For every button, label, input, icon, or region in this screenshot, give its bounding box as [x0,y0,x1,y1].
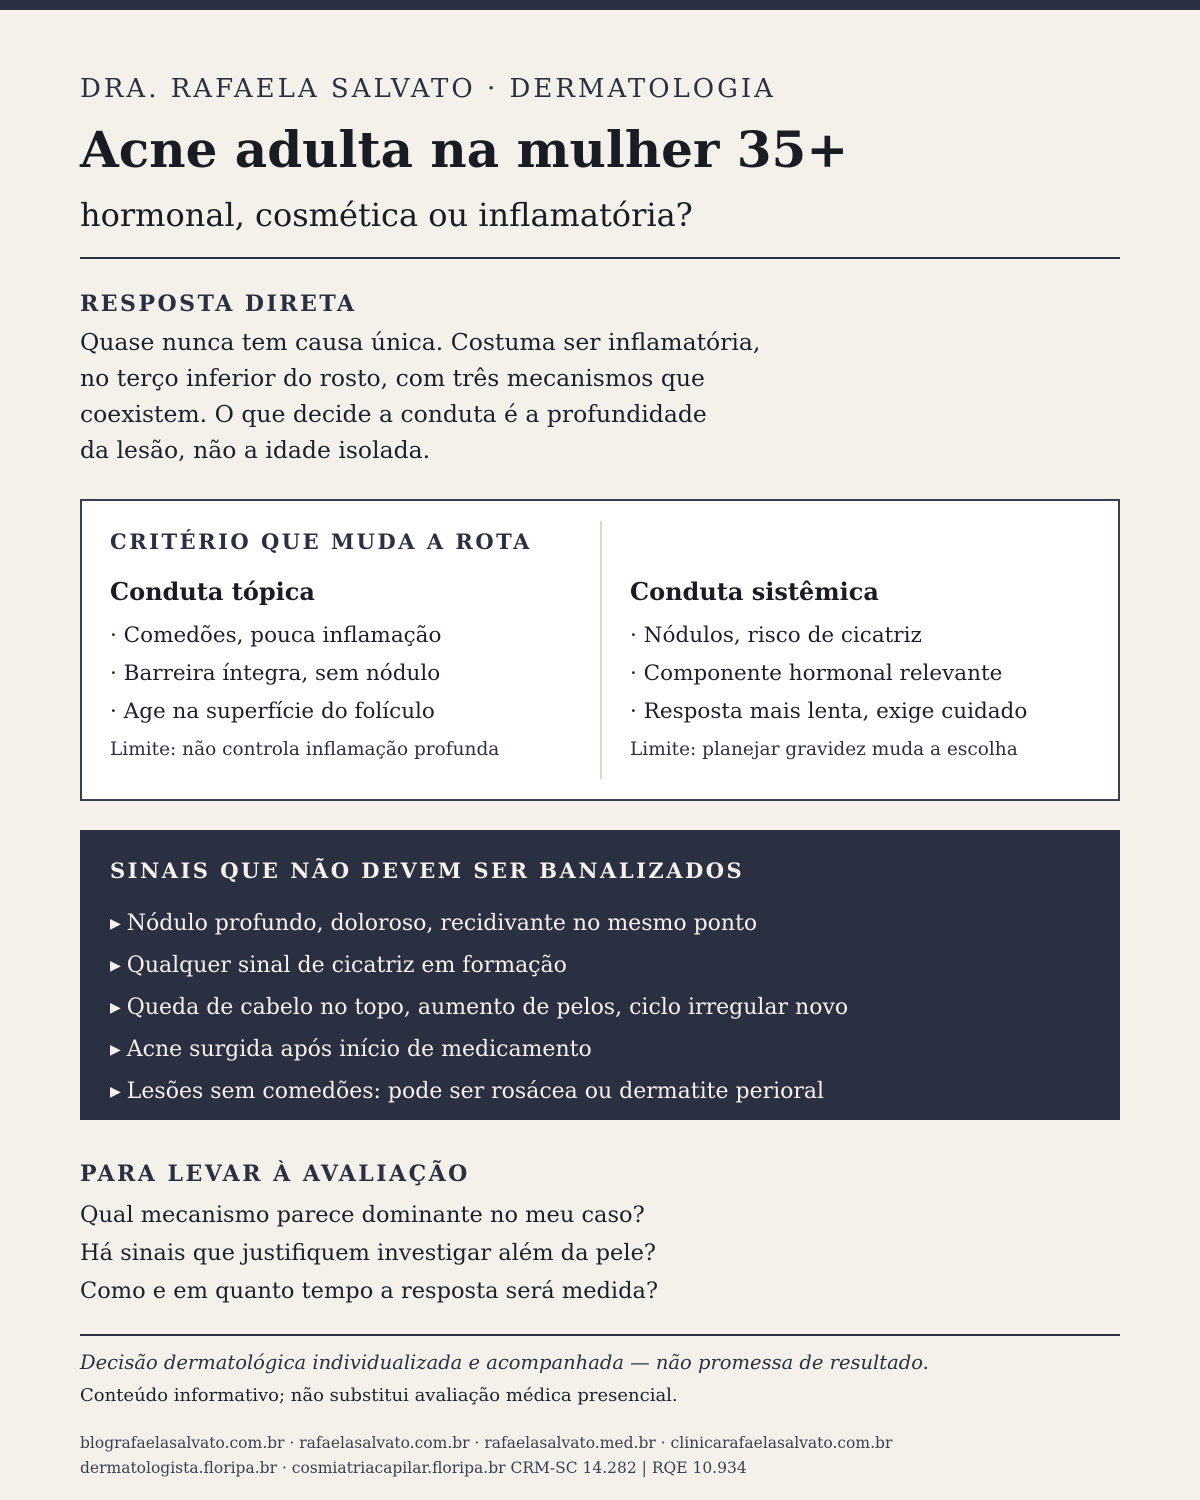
warning-list [110,903,848,1113]
header-divider [80,257,1120,259]
warning-item [110,1029,848,1071]
warning-item [110,987,848,1029]
warning-item [110,945,848,987]
warning-item [110,1071,848,1113]
triangle-bullet-icon: ▶ [110,916,121,932]
resposta-text [80,324,840,468]
question-item: Como e em quanto tempo a resposta será medida? [80,1278,659,1304]
avaliacao-questions [80,1196,658,1310]
topical-column [110,577,499,760]
footer-divider [80,1334,1120,1336]
warning-text: Nódulo profundo, doloroso, recidivante no mesmo ponto [126,911,758,936]
topical-heading: Conduta tópica [110,577,315,606]
triangle-bullet-icon: ▶ [110,1000,121,1016]
column-divider [600,521,602,779]
footer-links-line: blografaelasalvato.com.br · rafaelasalvato.com.br · rafaelasalvato.med.br · clinicarafaelasalvato.com.br [80,1434,893,1452]
systemic-item: · Resposta mais lenta, exige cuidado [630,699,1028,724]
triangle-bullet-icon: ▶ [110,1042,121,1058]
disclaimer-italic: Decisão dermatológica individualizada e acompanhada — não promessa de resultado. [80,1351,929,1374]
page-subtitle: hormonal, cosmética ou inflamatória? [80,196,693,234]
footer-links [80,1431,892,1481]
warning-text: Acne surgida após início de medicamento [126,1037,592,1062]
triangle-bullet-icon: ▶ [110,1084,121,1100]
avaliacao-label: PARA LEVAR À AVALIAÇÃO [80,1161,470,1187]
topical-item: · Comedões, pouca inflamação [110,623,442,648]
warning-text: Queda de cabelo no topo, aumento de pelos, ciclo irregular novo [126,995,849,1020]
systemic-limit: Limite: planejar gravidez muda a escolha [630,739,1018,760]
systemic-item: · Componente hormonal relevante [630,661,1003,686]
disclaimer: Conteúdo informativo; não substitui avaliação médica presencial. [80,1385,678,1406]
question-item: Há sinais que justifiquem investigar além da pele? [80,1240,656,1266]
resposta-line: da lesão, não a idade isolada. [80,436,431,464]
topical-limit: Limite: não controla inflamação profunda [110,739,500,760]
page-title: Acne adulta na mulher 35+ [80,120,849,179]
topical-item: · Barreira íntegra, sem nódulo [110,661,441,686]
resposta-line: coexistem. O que decide a conduta é a profundidade [80,400,707,428]
criteria-label: CRITÉRIO QUE MUDA A ROTA [110,529,532,554]
resposta-line: Quase nunca tem causa única. Costuma ser inflamatória, [80,328,761,356]
systemic-column [630,577,1027,760]
criteria-card [80,499,1120,801]
warning-text: Lesões sem comedões: pode ser rosácea ou dermatite perioral [126,1079,825,1104]
footer-links-line: dermatologista.floripa.br · cosmiatriacapilar.floripa.br CRM-SC 14.282 | RQE 10.934 [80,1459,747,1477]
systemic-item: · Nódulos, risco de cicatriz [630,623,922,648]
warning-signs-panel [80,830,1120,1120]
triangle-bullet-icon: ▶ [110,958,121,974]
warning-label: SINAIS QUE NÃO DEVEM SER BANALIZADOS [110,858,745,883]
top-accent-bar [0,0,1200,10]
resposta-line: no terço inferior do rosto, com três mecanismos que [80,364,705,392]
author-eyebrow: DRA. RAFAELA SALVATO · DERMATOLOGIA [80,74,776,104]
resposta-label: RESPOSTA DIRETA [80,291,357,317]
warning-text: Qualquer sinal de cicatriz em formação [126,953,567,978]
question-item: Qual mecanismo parece dominante no meu caso? [80,1202,645,1228]
warning-item [110,903,848,945]
topical-item: · Age na superfície do folículo [110,699,435,724]
systemic-heading: Conduta sistêmica [630,577,879,606]
